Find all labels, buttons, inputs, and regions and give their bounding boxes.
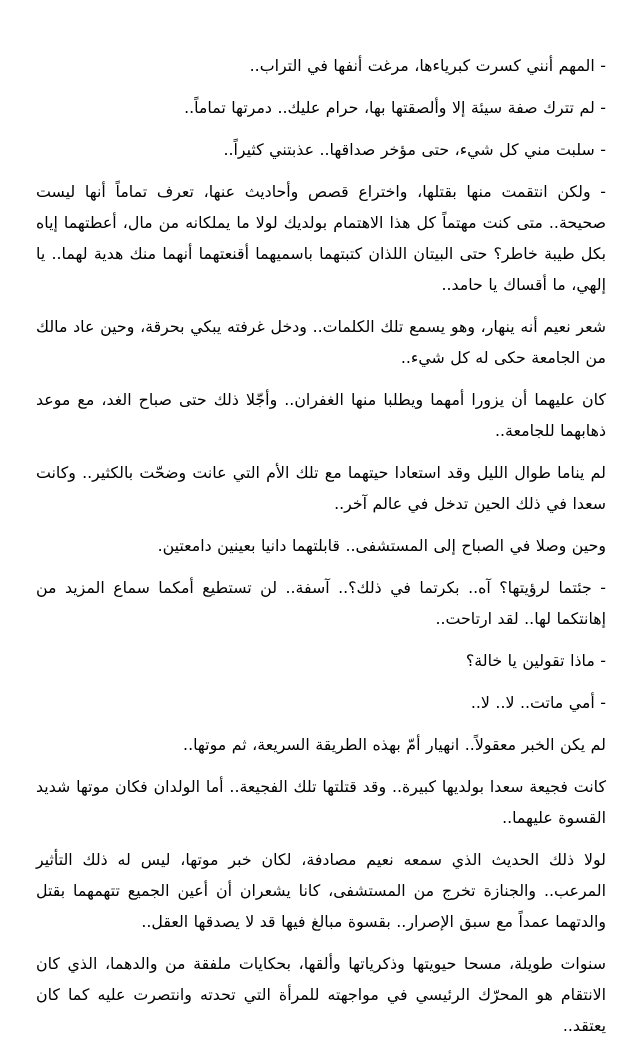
paragraph-12: لم يكن الخبر معقولاً.. انهيار أمّ بهذه الطريقة السريعة، ثم موتها..	[183, 735, 606, 754]
paragraph-6: كان عليهما أن يزورا أمهما ويطلبا منها الغفران.. وأجّلا ذلك حتى صباح الغد، مع موعد ذهابهما للجامعة..	[36, 390, 606, 440]
paragraph-15: سنوات طويلة، مسحا حيويتها وذكرياتها وألقها، بحكايات ملفقة من والدهما، الذي كان الانتقام هو المحرّك الرئيسي في مواجهته للمرأة التي تحدته وانتصرت عليه كما كان يعتقد..	[36, 954, 606, 1035]
paragraph-8: وحين وصلا في الصباح إلى المستشفى.. قابلتهما دانيا بعينين دامعتين.	[157, 536, 606, 555]
paragraph-7: لم يناما طوال الليل وقد استعادا حيتهما مع تلك الأم التي عانت وضحّت بالكثير.. وكانت سعدا في ذلك الحين تدخل في عالم آخر..	[36, 463, 606, 513]
paragraph-14: لولا ذلك الحديث الذي سمعه نعيم مصادفة، لكان خبر موتها، ليس له ذلك التأثير المرعب.. والجنازة تخرج من المستشفى، كانا يشعران أن أعين الجميع تتهمهما بقتل والدتهما عمداً مع سبق الإصرار.. بقسوة مبالغ فيها قد لا يصدقها العقل..	[36, 850, 606, 931]
paragraph-11: - أمي ماتت.. لا.. لا..	[470, 693, 606, 712]
paragraph-5: شعر نعيم أنه ينهار، وهو يسمع تلك الكلمات.. ودخل غرفته يبكي بحرقة، وحين عاد مالك من الجامعة حكى له كل شيء..	[36, 317, 606, 367]
paragraph-1: - المهم أنني كسرت كبرياءها، مرغت أنفها في التراب..	[249, 56, 606, 75]
paragraph-10: - ماذا تقولين يا خالة؟	[465, 651, 606, 670]
paragraph-2: - لم تترك صفة سيئة إلا وألصقتها بها، حرام عليك.. دمرتها تماماً..	[184, 98, 606, 117]
paragraph-9: - جئتما لرؤيتها؟ آه.. بكرتما في ذلك؟.. آسفة.. لن تستطيع أمكما سماع المزيد من إهانتكما لها.. لقد ارتاحت..	[36, 578, 606, 628]
paragraph-13: كانت فجيعة سعدا بولديها كبيرة.. وقد قتلتها تلك الفجيعة.. أما الولدان فكان موتها شديد القسوة عليهما..	[36, 777, 606, 827]
paragraph-3: - سلبت مني كل شيء، حتى مؤخر صداقها.. عذبتني كثيراً..	[223, 140, 606, 159]
paragraph-4: - ولكن انتقمت منها بقتلها، واختراع قصص وأحاديث عنها، تعرف تماماً أنها ليست صحيحة.. متى كنت مهتماً كل هذا الاهتمام بولديك لولا ما يملكانه من مال، أعطتهما إياه بكل طيبة خاطر؟ حتى البيتان اللذان كتبتهما باسميهما أقنعتهما أنهما منك هدية لهما.. يا إلهي، ما أقساك يا حامد..	[36, 182, 606, 294]
